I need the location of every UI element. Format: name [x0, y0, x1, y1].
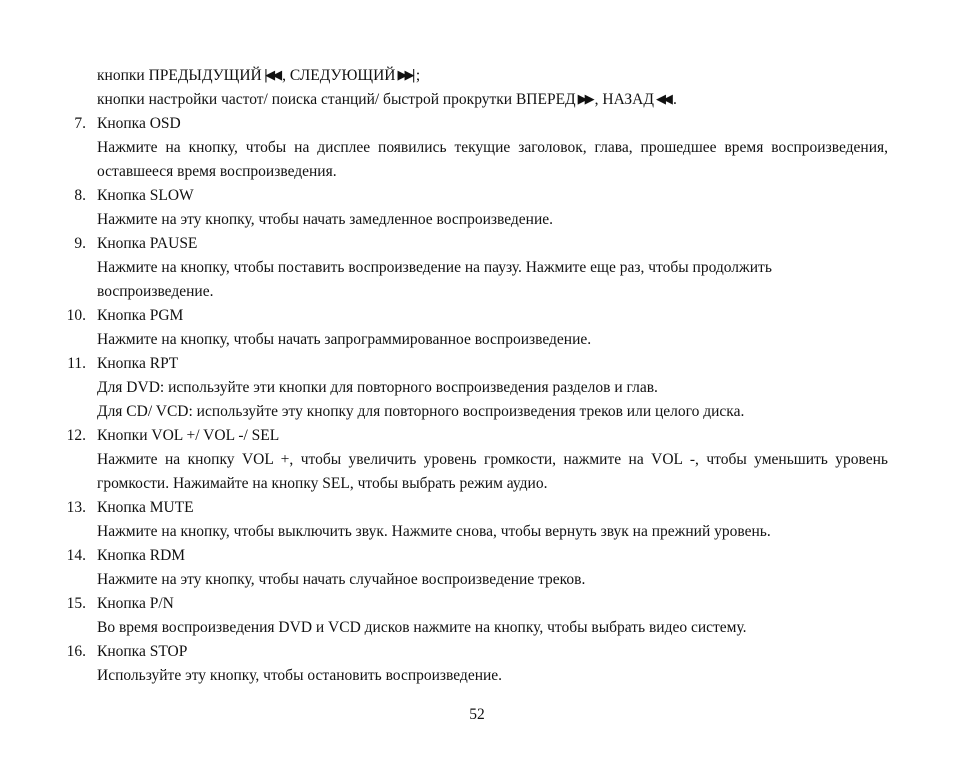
- item-description: Нажмите на кнопку, чтобы поставить воспроизведение на паузу. Нажмите еще раз, чтобы продолжить воспроизведение.: [97, 259, 772, 300]
- intro-forward-label: кнопки настройки частот/ поиска станций/ быстрой прокрутки ВПЕРЕД: [97, 91, 576, 108]
- item-description: Во время воспроизведения DVD и VCD дисков нажмите на кнопку, чтобы выбрать видео систему.: [97, 619, 747, 636]
- list-item-pgm: [0, 304, 954, 352]
- item-number: 9.: [74, 235, 86, 252]
- item-title: Кнопка PGM: [97, 307, 184, 324]
- list-item-rpt: [0, 352, 954, 424]
- intro-line1-suffix: ;: [415, 67, 421, 84]
- item-description: Нажмите на кнопку VOL +, чтобы увеличить уровень громкости, нажмите на VOL -, чтобы уменьшить уровень громкости. Нажимайте на кнопку SEL, чтобы выбрать режим аудио.: [97, 451, 888, 492]
- list-item-vol-sel: [0, 424, 954, 496]
- item-title: Кнопка SLOW: [97, 187, 194, 204]
- item-title: Кнопка PAUSE: [97, 235, 198, 252]
- item-description-cd-vcd: Для CD/ VCD: используйте эту кнопку для повторного воспроизведения треков или целого диска.: [97, 403, 745, 420]
- item-description: Нажмите на кнопку, чтобы начать запрограммированное воспроизведение.: [97, 331, 592, 348]
- list-item-pn: [0, 592, 954, 640]
- list-item-osd: [0, 112, 954, 184]
- item-description-dvd: Для DVD: используйте эти кнопки для повторного воспроизведения разделов и глав.: [97, 379, 658, 396]
- item-title: Кнопки VOL +/ VOL -/ SEL: [97, 427, 280, 444]
- item-number: 10.: [66, 307, 86, 324]
- item-description: Нажмите на эту кнопку, чтобы начать случайное воспроизведение треков.: [97, 571, 586, 588]
- item-title: Кнопка OSD: [97, 115, 181, 132]
- intro-back-label: , НАЗАД: [594, 91, 654, 108]
- intro-prev-label: кнопки ПРЕДЫДУЩИЙ: [97, 67, 262, 84]
- item-number: 16.: [66, 643, 86, 660]
- item-description: Нажмите на эту кнопку, чтобы начать замедленное воспроизведение.: [97, 211, 554, 228]
- intro-line-forward-back: [97, 88, 897, 112]
- item-number: 11.: [67, 355, 86, 372]
- next-track-icon: ▶▶|: [397, 68, 413, 83]
- list-item-rdm: [0, 544, 954, 592]
- item-number: 13.: [66, 499, 86, 516]
- item-description: Используйте эту кнопку, чтобы остановить воспроизведение.: [97, 667, 503, 684]
- button-description-list: [0, 112, 954, 688]
- item-title: Кнопка MUTE: [97, 499, 194, 516]
- intro-line-prev-next: [97, 64, 897, 88]
- list-item-pause: [0, 232, 954, 304]
- page-number: 52: [469, 706, 485, 723]
- item-title: Кнопка STOP: [97, 643, 188, 660]
- item-number: 7.: [74, 115, 86, 132]
- item-title: Кнопка RPT: [97, 355, 179, 372]
- item-title: Кнопка P/N: [97, 595, 174, 612]
- intro-line2-suffix: .: [672, 91, 677, 108]
- intro-next-label: , СЛЕДУЮЩИЙ: [282, 67, 396, 84]
- list-item-mute: [0, 496, 954, 544]
- item-number: 14.: [66, 547, 86, 564]
- item-title: Кнопка RDM: [97, 547, 186, 564]
- list-item-slow: [0, 184, 954, 232]
- list-item-stop: [0, 640, 954, 688]
- item-description: Нажмите на кнопку, чтобы выключить звук. Нажмите снова, чтобы вернуть звук на прежний уровень.: [97, 523, 771, 540]
- fast-forward-icon: ▶▶: [577, 92, 592, 107]
- rewind-icon: ◀◀: [655, 92, 670, 107]
- previous-track-icon: |◀◀: [263, 68, 280, 83]
- item-number: 12.: [66, 427, 86, 444]
- item-description: Нажмите на кнопку, чтобы на дисплее появились текущие заголовок, глава, прошедшее время воспроизведения, оставшееся время воспроизведения.: [97, 139, 888, 180]
- item-number: 15.: [66, 595, 86, 612]
- item-number: 8.: [74, 187, 86, 204]
